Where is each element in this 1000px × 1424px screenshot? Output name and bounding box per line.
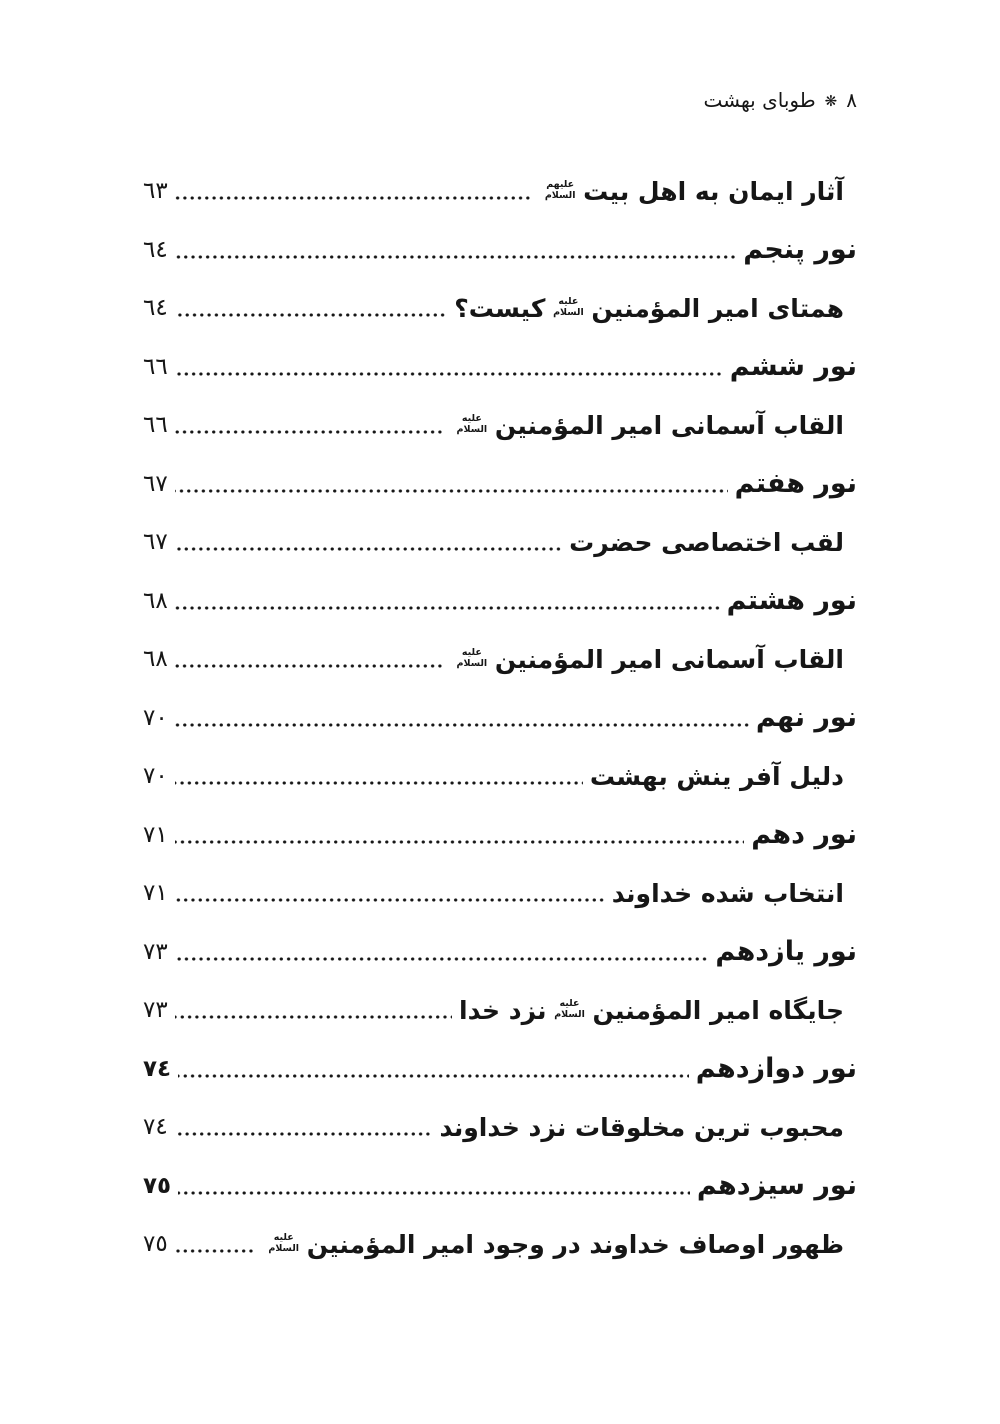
- table-of-contents: [143, 174, 857, 1261]
- entry-text-suffix: نزد خدا: [459, 995, 547, 1025]
- page-number: ٧٣: [143, 938, 168, 965]
- toc-entry-section: [143, 993, 857, 1027]
- toc-entry-chapter: [143, 350, 857, 384]
- entry-title: [730, 351, 857, 382]
- toc-entry-section: [143, 642, 857, 676]
- entry-text: نور پنجم: [743, 234, 857, 265]
- page-number: ٦٣: [143, 178, 168, 204]
- entry-title: [261, 1230, 844, 1259]
- entry-title: [743, 234, 857, 265]
- leader-dots: [175, 255, 736, 259]
- leader-dots: [175, 196, 530, 200]
- entry-text: القاب آسمانی امیر المؤمنین: [494, 644, 844, 674]
- honorific-mark: علیه السلام: [456, 647, 488, 669]
- page-number: ٧١: [143, 821, 168, 848]
- leader-dots: [178, 1191, 690, 1195]
- entry-text: القاب آسمانی امیر المؤمنین: [494, 410, 844, 440]
- leader-dots: [175, 957, 709, 961]
- entry-title: [751, 819, 857, 850]
- entry-title: [454, 294, 844, 323]
- entry-title: [449, 411, 844, 440]
- leader-dots: [175, 313, 448, 317]
- leader-dots: [178, 1074, 689, 1078]
- entry-title: [727, 585, 857, 616]
- entry-text: نور یازدهم: [715, 936, 857, 967]
- entry-title: [439, 1113, 844, 1142]
- leader-dots: [175, 430, 442, 434]
- toc-entry-chapter: [143, 701, 857, 735]
- toc-entry-section: [143, 876, 857, 910]
- toc-entry-section: [143, 1110, 857, 1144]
- page-number: ٦٨: [143, 646, 168, 672]
- entry-title: [590, 762, 844, 791]
- entry-text: جایگاه امیر المؤمنین: [592, 995, 844, 1025]
- toc-entry-section: [143, 408, 857, 442]
- entry-title: [696, 1053, 857, 1084]
- header-page-number: ٨: [846, 88, 857, 112]
- leader-dots: [175, 840, 745, 844]
- entry-text: نور دوازدهم: [695, 1053, 857, 1084]
- entry-text: دلیل آفر ینش بهشت: [589, 761, 844, 791]
- toc-entry-section: [143, 1227, 857, 1261]
- leader-dots: [175, 606, 720, 610]
- entry-text: نور دهم: [751, 819, 857, 850]
- page-content: [143, 0, 857, 1261]
- toc-entry-chapter: [143, 467, 857, 501]
- entry-title: [612, 879, 844, 908]
- toc-entry-section: [143, 525, 857, 559]
- entry-title: [715, 936, 857, 967]
- toc-entry-chapter: [143, 818, 857, 852]
- page-number: ٦٤: [143, 236, 168, 263]
- ornament-asterisk-icon: ❋: [824, 92, 838, 110]
- leader-dots: [175, 723, 749, 727]
- entry-text: محبوب ترین مخلوقات نزد خداوند: [439, 1112, 844, 1142]
- page-number: ٦٧: [143, 470, 168, 497]
- leader-dots: [175, 372, 723, 376]
- leader-dots: [175, 1249, 254, 1253]
- entry-title: [459, 996, 844, 1025]
- honorific-mark: علیه السلام: [554, 998, 585, 1020]
- leader-dots: [175, 1132, 433, 1136]
- leader-dots: [175, 1015, 452, 1019]
- page-number: ٧٠: [143, 763, 168, 789]
- entry-text: نور نهم: [755, 702, 857, 733]
- entry-text: همتای امیر المؤمنین: [591, 293, 844, 323]
- book-title: طوبای بهشت: [703, 88, 816, 112]
- honorific-mark: علیهم السلام: [544, 179, 576, 201]
- page-number: ٦٨: [143, 587, 168, 614]
- page-number: ٧٥: [143, 1231, 168, 1257]
- toc-entry-chapter: [143, 935, 857, 969]
- toc-entry-section: [143, 291, 857, 325]
- leader-dots: [175, 489, 728, 493]
- toc-entry-chapter: [143, 584, 857, 618]
- entry-text: آثار ایمان به اهل بیت: [583, 176, 844, 206]
- page-number: ٧٤: [143, 1055, 172, 1082]
- entry-title: [756, 702, 857, 733]
- leader-dots: [175, 898, 605, 902]
- entry-title: [735, 468, 857, 499]
- page-number: ٦٦: [143, 353, 168, 380]
- toc-entry-section: [143, 174, 857, 208]
- honorific-mark: علیه السلام: [456, 413, 488, 435]
- entry-text: نور هشتم: [726, 585, 857, 616]
- page-number: ٦٦: [143, 412, 168, 438]
- page-number: ٧٣: [143, 997, 168, 1023]
- page-number: ٧١: [143, 880, 168, 906]
- toc-entry-section: [143, 759, 857, 793]
- leader-dots: [175, 781, 583, 785]
- leader-dots: [175, 664, 442, 668]
- leader-dots: [175, 547, 562, 551]
- entry-text: نور سیزدهم: [696, 1170, 857, 1201]
- page-number: ٦٤: [143, 295, 168, 321]
- entry-title: [569, 528, 844, 557]
- entry-text: نور هفتم: [734, 468, 857, 499]
- page-number: ٦٧: [143, 529, 168, 555]
- entry-text: لقب اختصاصی حضرت: [569, 527, 844, 557]
- honorific-mark: علیه السلام: [268, 1232, 300, 1254]
- entry-text: نور ششم: [729, 351, 857, 382]
- running-header: [143, 0, 857, 114]
- entry-text: انتخاب شده خداوند: [611, 878, 844, 908]
- honorific-mark: علیه السلام: [553, 296, 584, 318]
- entry-text-suffix: کیست؟: [454, 293, 546, 323]
- entry-title: [537, 177, 844, 206]
- entry-text: ظهور اوصاف خداوند در وجود امیر المؤمنین: [306, 1229, 844, 1259]
- page-number: ٧٠: [143, 704, 168, 731]
- page-number: ٧٤: [143, 1114, 168, 1140]
- toc-entry-chapter: [143, 233, 857, 267]
- toc-entry-chapter: [143, 1052, 857, 1086]
- entry-title: [449, 645, 844, 674]
- entry-title: [697, 1170, 857, 1201]
- page-number: ٧٥: [143, 1172, 172, 1199]
- toc-entry-chapter: [143, 1169, 857, 1203]
